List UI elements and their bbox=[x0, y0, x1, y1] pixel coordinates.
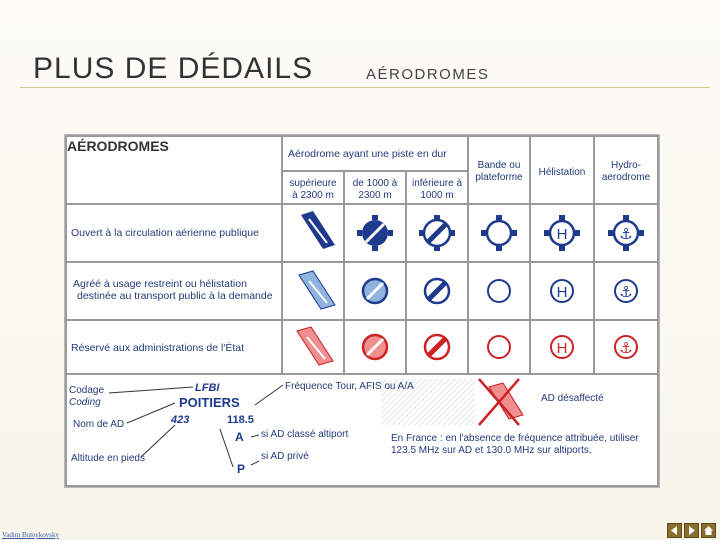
altitude-label: Altitude en pieds bbox=[71, 453, 145, 464]
svg-text:⚓: ⚓ bbox=[619, 225, 633, 243]
col-header-2-line-2: 2300 m bbox=[358, 190, 392, 201]
strip-restricted-icon bbox=[488, 280, 510, 302]
row-2-label-line-2: destinée au transport public à la demande bbox=[77, 290, 273, 302]
altiport-desc: si AD classé altiport bbox=[261, 429, 349, 440]
col-header-1-line-2: à 2300 m bbox=[292, 190, 334, 201]
svg-text:H: H bbox=[556, 340, 568, 357]
coding-label-fr: Codage bbox=[69, 385, 105, 396]
sample-frequency: 118.5 bbox=[227, 414, 254, 426]
arrow-left-icon bbox=[668, 524, 681, 537]
coding-label-en: Coding bbox=[69, 397, 101, 408]
row-2-label-line-1: Agréé à usage restreint ou hélistation bbox=[73, 278, 247, 290]
col-header-4-line-1: Bande ou bbox=[477, 160, 521, 171]
disused-desc: AD désaffecté bbox=[541, 393, 604, 404]
col-header-2-line-1: de 1000 à bbox=[352, 178, 398, 189]
col-header-5-line-1: Hélistation bbox=[538, 167, 586, 178]
france-note-line-2: 123.5 MHz sur AD et 130.0 MHz sur altiports. bbox=[391, 445, 592, 456]
france-note-line-1: En France : en l'absence de fréquence attribuée, utiliser bbox=[391, 433, 639, 444]
group-header-text: Aérodrome ayant une piste en dur bbox=[288, 148, 447, 160]
col-header-3-line-1: inférieure à bbox=[411, 178, 463, 189]
arrow-right-icon bbox=[685, 524, 698, 537]
row-3-label: Réservé aux administrations de l'État bbox=[71, 342, 245, 354]
row-1-label: Ouvert à la circulation aérienne publique bbox=[71, 227, 259, 239]
col-header-4-line-2: plateforme bbox=[475, 172, 523, 183]
freq-desc: Fréquence Tour, AFIS ou A/A bbox=[285, 381, 414, 392]
sample-letter-a: A bbox=[235, 430, 244, 444]
private-desc: si AD privé bbox=[261, 451, 309, 462]
heliport-state-icon bbox=[551, 336, 573, 358]
col-header-6-line-2: aerodrome bbox=[601, 172, 651, 183]
heliport-restricted-icon bbox=[551, 280, 573, 302]
seaplane-restricted-icon bbox=[615, 280, 637, 302]
sample-code: LFBI bbox=[195, 382, 220, 394]
runway-medium-state-icon bbox=[363, 335, 387, 359]
sample-name: POITIERS bbox=[179, 395, 240, 410]
slide-subtitle: AÉRODROMES bbox=[366, 66, 490, 83]
title-rule bbox=[20, 87, 710, 88]
aerodrome-table-svg bbox=[65, 135, 659, 487]
strip-state-icon bbox=[488, 336, 510, 358]
home-slide-button[interactable] bbox=[701, 523, 716, 538]
footer-author-link[interactable]: Vadim Buteykovsky bbox=[2, 531, 59, 539]
sample-letter-p: P bbox=[237, 462, 246, 476]
previous-slide-button[interactable] bbox=[667, 523, 682, 538]
col-header-3-line-2: 1000 m bbox=[420, 190, 454, 201]
seaplane-state-icon bbox=[615, 336, 637, 358]
svg-text:H: H bbox=[556, 284, 568, 301]
name-label: Nom de AD bbox=[73, 419, 125, 430]
home-icon bbox=[702, 524, 715, 537]
col-header-1-line-1: supérieure bbox=[289, 178, 337, 189]
symbol-cells bbox=[283, 205, 657, 373]
svg-text:⚓: ⚓ bbox=[619, 283, 633, 301]
sample-altitude: 423 bbox=[171, 414, 190, 426]
runway-short-restricted-icon bbox=[425, 279, 449, 303]
aerodrome-chart-panel bbox=[64, 134, 660, 488]
svg-text:⚓: ⚓ bbox=[619, 339, 633, 357]
corner-title: AÉRODROMES bbox=[67, 138, 169, 154]
svg-text:H: H bbox=[556, 226, 568, 243]
runway-medium-restricted-icon bbox=[363, 279, 387, 303]
slide-title: PLUS DE DÉDAILS bbox=[33, 52, 314, 85]
next-slide-button[interactable] bbox=[684, 523, 699, 538]
runway-short-state-icon bbox=[425, 335, 449, 359]
col-header-6-line-1: Hydro- bbox=[610, 160, 642, 171]
